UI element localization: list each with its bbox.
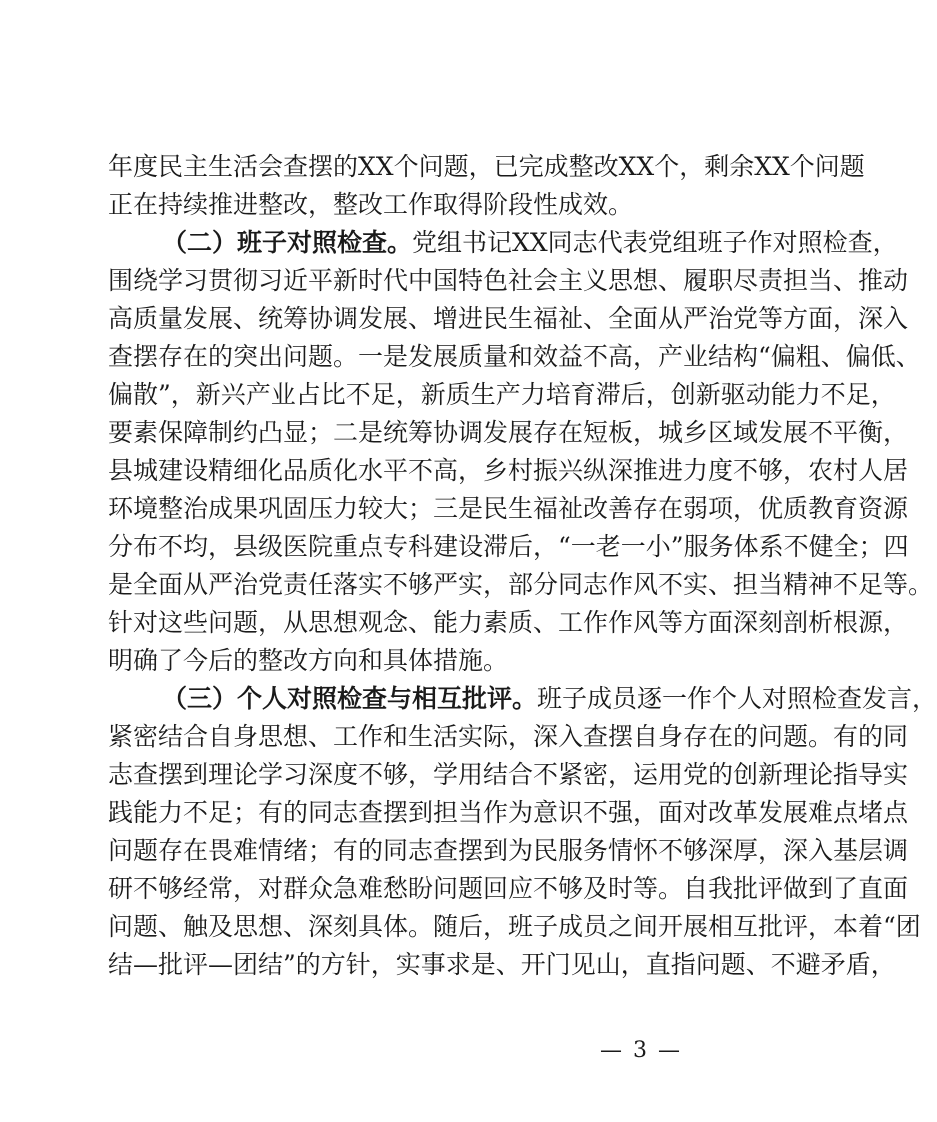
text-line: 问题存在畏难情绪；有的同志查摆到为民服务情怀不够深厚，深入基层调 — [108, 836, 909, 865]
section-heading: （二）班子对照检查。 — [162, 228, 413, 257]
section-heading: （三）个人对照检查与相互批评。 — [162, 684, 538, 713]
text-line: 年度民主生活会查摆的XX个问题，已完成整改XX个，剩余XX个问题 — [108, 152, 865, 181]
text-line: 围绕学习贯彻习近平新时代中国特色社会主义思想、履职尽责担当、推动 — [108, 266, 909, 295]
text-span: 班子成员逐一作个人对照检查发言， — [537, 684, 937, 713]
text-line: 结—批评—团结”的方针，实事求是、开门见山，直指问题、不避矛盾， — [108, 950, 896, 979]
text-line: 志查摆到理论学习深度不够，学用结合不紧密，运用党的创新理论指导实 — [108, 760, 909, 789]
text-line: 针对这些问题，从思想观念、能力素质、工作作风等方面深刻剖析根源， — [108, 608, 909, 637]
text-line: 是全面从严治党责任落实不够严实，部分同志作风不实、担当精神不足等。 — [108, 570, 934, 599]
text-line: 偏散”，新兴产业占比不足，新质生产力培育滞后，创新驱动能力不足， — [108, 380, 896, 409]
text-line: 研不够经常，对群众急难愁盼问题回应不够及时等。自我批评做到了直面 — [108, 874, 909, 903]
text-line: 正在持续推进整改，整改工作取得阶段性成效。 — [108, 190, 634, 219]
text-line: 环境整治成果巩固压力较大；三是民生福祉改善存在弱项，优质教育资源 — [108, 494, 909, 523]
text-span: 党组书记XX同志代表党组班子作对照检查， — [412, 228, 898, 257]
text-line: 查摆存在的突出问题。一是发展质量和效益不高，产业结构“偏粗、偏低、 — [108, 342, 921, 371]
section-heading-line — [108, 680, 937, 718]
text-line: 县城建设精细化品质化水平不高，乡村振兴纵深推进力度不够，农村人居 — [108, 456, 909, 485]
document-body — [108, 148, 937, 984]
text-line: 问题、触及思想、深刻具体。随后，班子成员之间开展相互批评，本着“团 — [108, 912, 921, 941]
text-line: 紧密结合自身思想、工作和生活实际，深入查摆自身存在的问题。有的同 — [108, 722, 909, 751]
section-heading-line — [108, 224, 898, 262]
text-line: 明确了今后的整改方向和具体措施。 — [108, 646, 509, 675]
text-line: 践能力不足；有的同志查摆到担当作为意识不强，面对改革发展难点堵点 — [108, 798, 909, 827]
page-number: — 3 — — [600, 1038, 682, 1063]
text-line: 分布不均，县级医院重点专科建设滞后，“一老一小”服务体系不健全；四 — [108, 532, 909, 561]
text-line: 要素保障制约凸显；二是统筹协调发展存在短板，城乡区域发展不平衡， — [108, 418, 909, 447]
text-line: 高质量发展、统筹协调发展、增进民生福祉、全面从严治党等方面，深入 — [108, 304, 909, 333]
